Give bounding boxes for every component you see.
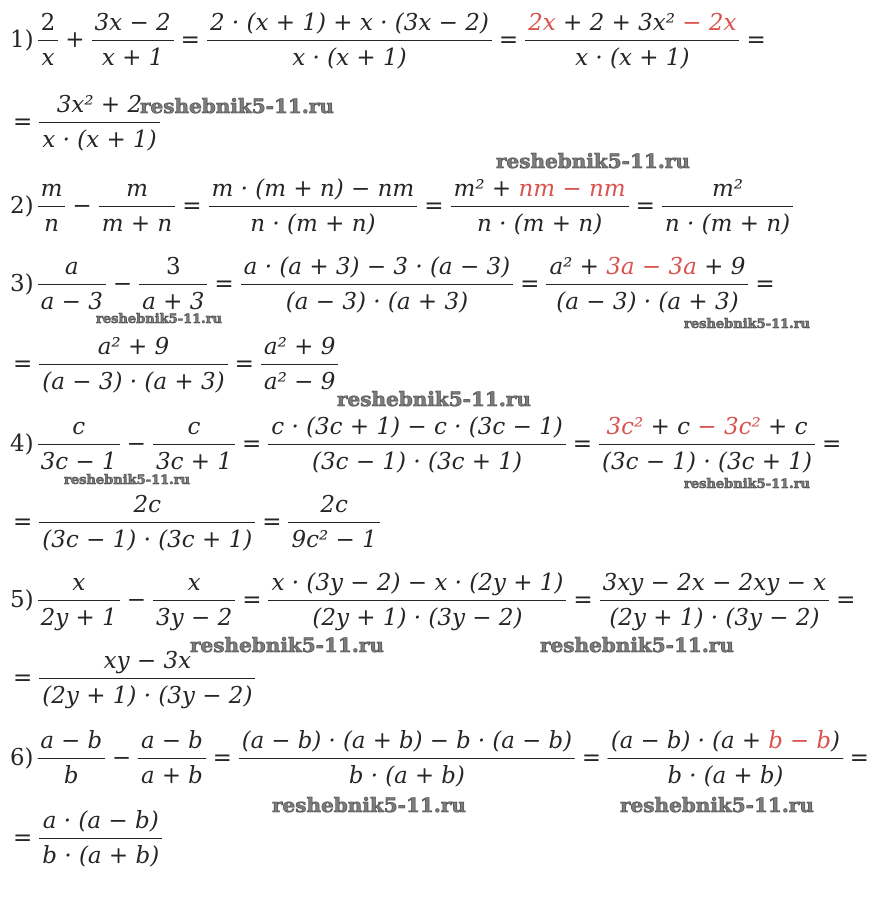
fraction — [38, 410, 120, 479]
watermark: reshebnik5-11.ru — [684, 317, 811, 332]
term: xy − 3x — [103, 648, 192, 674]
numerator — [153, 566, 235, 601]
operator: − — [72, 193, 92, 219]
term: x · (x + 1) — [292, 45, 407, 71]
term: m² — [711, 176, 744, 202]
equation-line-l6 — [10, 724, 872, 793]
term: b · (a + b) — [42, 843, 160, 869]
denominator — [138, 759, 206, 793]
term: n · (m + n) — [664, 211, 791, 237]
denominator — [209, 207, 418, 241]
numerator — [662, 172, 793, 207]
term: 3x − 2 — [94, 10, 171, 36]
denominator — [39, 679, 255, 713]
numerator — [39, 488, 255, 523]
term: 2y + 1 — [40, 605, 117, 631]
numerator — [268, 410, 566, 445]
equation-line-l2 — [10, 172, 797, 241]
term: b · (a + b) — [667, 763, 784, 789]
term: (a − 3) · (a + 3) — [285, 289, 469, 315]
fraction — [451, 172, 629, 241]
denominator — [39, 123, 159, 157]
term: 3x² + 2 — [56, 92, 143, 118]
operator: + — [65, 27, 85, 53]
item-number: 6) — [10, 745, 34, 771]
watermark: reshebnik5-11.ru — [140, 94, 334, 118]
denominator — [599, 445, 815, 479]
term: c — [72, 414, 86, 440]
operator: = — [262, 509, 282, 535]
denominator — [525, 41, 739, 75]
fraction — [38, 566, 120, 635]
highlighted-term: 3a − 3a — [606, 254, 697, 280]
operator: = — [755, 271, 775, 297]
numerator — [38, 566, 120, 601]
fraction — [99, 172, 176, 241]
fraction — [39, 804, 162, 873]
fraction — [239, 724, 575, 793]
fraction — [268, 566, 566, 635]
term: (a − 3) · (a + 3) — [42, 369, 225, 395]
term: (a − 3) · (a + 3) — [556, 289, 739, 315]
numerator — [261, 330, 338, 365]
item-number: 1) — [10, 27, 34, 53]
denominator — [38, 601, 120, 635]
numerator — [39, 330, 227, 365]
term: c · (3c + 1) − c · (3c − 1) — [271, 414, 563, 440]
denominator — [608, 759, 843, 793]
term: (2y + 1) · (3y − 2) — [609, 605, 820, 631]
numerator — [207, 6, 492, 41]
term: 3 — [165, 254, 181, 280]
term: x + 1 — [101, 45, 164, 71]
watermark: reshebnik5-11.ru — [620, 793, 814, 817]
watermark: reshebnik5-11.ru — [337, 387, 531, 411]
denominator — [39, 365, 227, 399]
equation-line-l3b — [10, 330, 342, 399]
term: m + n — [101, 211, 173, 237]
term: (2y + 1) · (3y − 2) — [312, 605, 523, 631]
operator: = — [424, 193, 444, 219]
term: c — [187, 414, 201, 440]
numerator — [99, 172, 176, 207]
fraction — [153, 410, 235, 479]
operator: = — [581, 745, 601, 771]
term: 3xy − 2x − 2xy − x — [602, 570, 827, 596]
highlighted-term: − 3c² — [697, 414, 761, 440]
term: n — [44, 211, 59, 237]
term: x — [72, 570, 86, 596]
numerator — [38, 250, 106, 285]
operator: = — [849, 745, 869, 771]
term: b — [63, 763, 79, 789]
operator: = — [182, 193, 202, 219]
numerator — [138, 724, 206, 759]
denominator — [261, 365, 338, 399]
denominator — [546, 285, 748, 319]
operator: = — [498, 27, 519, 53]
term: + 9 — [696, 254, 746, 280]
fraction — [139, 250, 207, 319]
numerator — [288, 488, 379, 523]
numerator — [92, 6, 174, 41]
term: (3c − 1) · (3c + 1) — [602, 449, 812, 475]
fraction — [39, 488, 255, 557]
watermark: reshebnik5-11.ru — [496, 149, 690, 173]
highlighted-term: 2x — [528, 10, 556, 36]
numerator — [38, 6, 59, 41]
operator: = — [13, 351, 33, 377]
numerator — [139, 250, 207, 285]
denominator — [662, 207, 793, 241]
operator: − — [112, 271, 133, 297]
numerator — [599, 410, 815, 445]
term: x — [41, 45, 55, 71]
operator: = — [241, 431, 262, 457]
equation-line-l1 — [10, 6, 769, 75]
fraction — [153, 566, 235, 635]
watermark: reshebnik5-11.ru — [64, 473, 191, 488]
term: a² − 9 — [263, 369, 336, 395]
fraction — [600, 566, 829, 635]
term: n · (m + n) — [250, 211, 376, 237]
fraction — [38, 250, 106, 319]
denominator — [451, 207, 629, 241]
fraction — [209, 172, 418, 241]
term: m · (m + n) − nm — [211, 176, 415, 202]
operator: = — [13, 825, 33, 851]
numerator — [38, 172, 66, 207]
numerator — [525, 6, 739, 41]
operator: = — [214, 271, 234, 297]
numerator — [600, 566, 829, 601]
term: b · (a + b) — [348, 763, 465, 789]
equation-line-l4 — [10, 410, 844, 479]
numerator — [39, 804, 162, 839]
watermark: reshebnik5-11.ru — [96, 312, 223, 327]
term: n · (m + n) — [476, 211, 603, 237]
denominator — [92, 41, 174, 75]
fraction — [662, 172, 793, 241]
fraction — [37, 724, 105, 793]
term: 3c + 1 — [155, 449, 232, 475]
operator: = — [746, 27, 766, 53]
highlighted-term: b − b — [768, 728, 831, 754]
highlighted-term: − 2x — [674, 10, 737, 36]
numerator — [608, 724, 843, 759]
fraction — [241, 250, 513, 319]
term: a − b — [141, 728, 203, 754]
term: a + b — [141, 763, 203, 789]
numerator — [241, 250, 513, 285]
denominator — [600, 601, 829, 635]
term: (3c − 1) · (3c + 1) — [42, 527, 253, 553]
operator: = — [13, 509, 33, 535]
denominator — [241, 285, 513, 319]
denominator — [37, 759, 105, 793]
item-number: 4) — [10, 431, 34, 457]
numerator — [38, 410, 120, 445]
fraction — [608, 724, 843, 793]
operator: = — [13, 109, 33, 135]
fraction — [268, 410, 566, 479]
numerator — [153, 410, 235, 445]
numerator — [268, 566, 566, 601]
term: x — [187, 570, 201, 596]
numerator — [451, 172, 629, 207]
term: a + 3 — [142, 289, 205, 315]
equation-line-l4b — [10, 488, 384, 557]
numerator — [209, 172, 418, 207]
watermark: reshebnik5-11.ru — [272, 793, 466, 817]
denominator — [38, 41, 59, 75]
operator: = — [180, 27, 200, 53]
operator: = — [212, 745, 232, 771]
operator: = — [836, 587, 856, 613]
operator: = — [242, 587, 262, 613]
term: a² + — [549, 254, 607, 280]
fraction — [38, 6, 59, 75]
fraction — [138, 724, 206, 793]
denominator — [99, 207, 176, 241]
term: (a − b) · (a + b) − b · (a − b) — [241, 728, 572, 754]
term: x · (x + 1) — [42, 127, 157, 153]
term: (3c − 1) · (3c + 1) — [312, 449, 522, 475]
term: x · (3y − 2) − x · (2y + 1) — [271, 570, 564, 596]
numerator — [37, 724, 105, 759]
term: m — [40, 176, 63, 202]
highlighted-term: nm − nm — [518, 176, 626, 202]
term: 2c — [133, 492, 161, 518]
fraction — [38, 172, 66, 241]
operator: = — [234, 351, 254, 377]
term: m² + — [453, 176, 519, 202]
operator: − — [126, 587, 147, 613]
term: a — [64, 254, 79, 280]
fraction — [525, 6, 739, 75]
operator: − — [126, 431, 146, 457]
fraction — [92, 6, 174, 75]
term: (a − b) · (a + — [610, 728, 769, 754]
numerator — [546, 250, 748, 285]
term: a² + 9 — [97, 334, 170, 360]
operator: − — [112, 745, 132, 771]
watermark: reshebnik5-11.ru — [684, 477, 811, 492]
term: (2y + 1) · (3y − 2) — [42, 683, 253, 709]
term: 2 — [40, 10, 56, 36]
denominator — [207, 41, 492, 75]
operator: = — [573, 587, 593, 613]
term: 3c − 1 — [40, 449, 117, 475]
watermark: reshebnik5-11.ru — [190, 633, 384, 657]
fraction — [288, 488, 379, 557]
fraction — [39, 330, 227, 399]
term: 3y − 2 — [156, 605, 233, 631]
operator: = — [635, 193, 655, 219]
fraction — [207, 6, 492, 75]
term: x · (x + 1) — [575, 45, 690, 71]
equation-line-l5 — [10, 566, 858, 635]
item-number: 5) — [10, 587, 34, 613]
term: a² + 9 — [263, 334, 336, 360]
term: a − 3 — [40, 289, 103, 315]
denominator — [153, 601, 235, 635]
fraction — [546, 250, 748, 319]
term: a · (a + 3) − 3 · (a − 3) — [243, 254, 511, 280]
term: a · (a − b) — [42, 808, 159, 834]
denominator — [239, 759, 575, 793]
denominator — [39, 839, 162, 873]
denominator — [39, 523, 255, 557]
denominator — [268, 601, 566, 635]
highlighted-term: 3c² — [606, 414, 644, 440]
equation-line-l6b — [10, 804, 166, 873]
denominator — [268, 445, 566, 479]
item-number: 3) — [10, 271, 34, 297]
term: + 2 + 3x² — [555, 10, 675, 36]
numerator — [239, 724, 575, 759]
term: a − b — [40, 728, 103, 754]
denominator — [38, 207, 66, 241]
term: + c — [760, 414, 808, 440]
term: 2 · (x + 1) + x · (3x − 2) — [209, 10, 489, 36]
operator: = — [572, 431, 593, 457]
operator: = — [520, 271, 540, 297]
equation-line-l3 — [10, 250, 778, 319]
term: 9c² − 1 — [291, 527, 377, 553]
term: ) — [830, 728, 840, 754]
operator: = — [13, 665, 33, 691]
item-number: 2) — [10, 193, 34, 219]
term: m — [126, 176, 148, 202]
operator: = — [821, 431, 842, 457]
fraction — [261, 330, 338, 399]
denominator — [288, 523, 379, 557]
fraction — [599, 410, 815, 479]
term: + c — [643, 414, 698, 440]
term: 2c — [320, 492, 348, 518]
watermark: reshebnik5-11.ru — [540, 633, 734, 657]
